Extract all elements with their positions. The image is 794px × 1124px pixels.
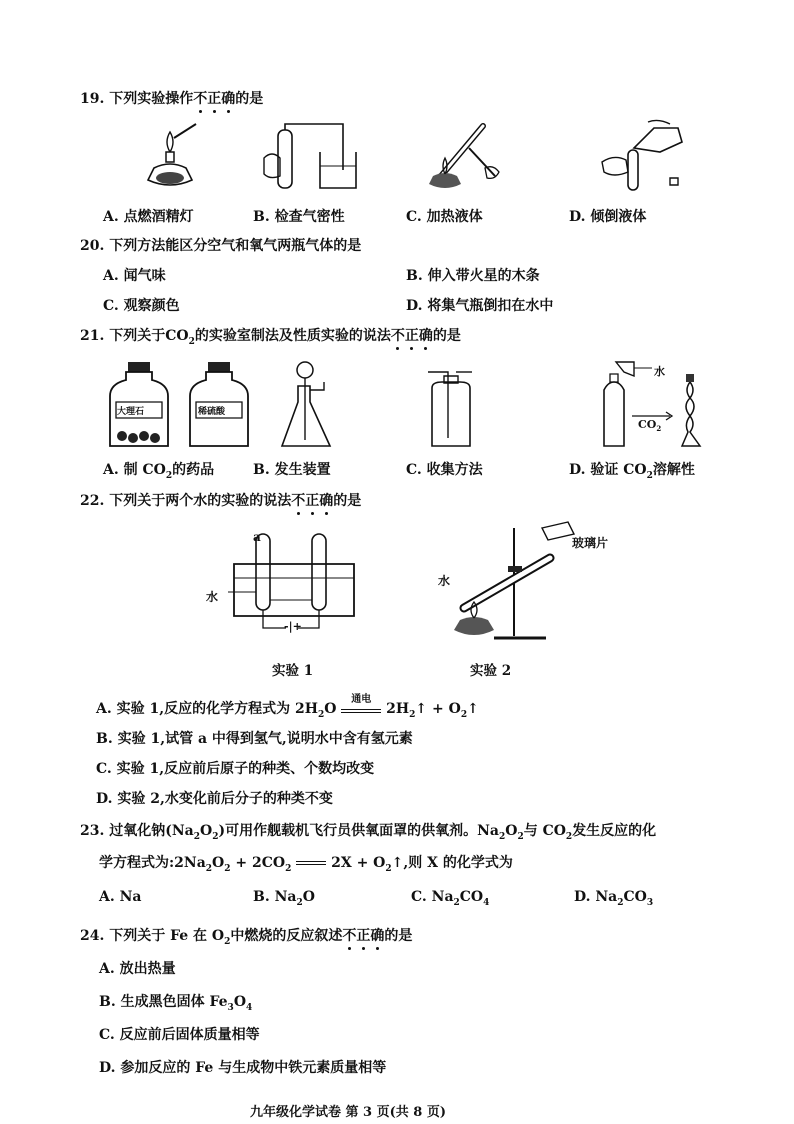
q23-stem-line1: 23. 过氧化钠$(Na_2O_2)$可用作舰载机飞行员供氧面罩的供氧剂。$Na_2O_2$与 $CO_2$发生反应的化 <box>80 823 657 842</box>
q22-stem: 22. 下列关于两个水的实验的说法不正确的是 <box>80 493 362 509</box>
q24-option-c: C. 反应前后固体质量相等 <box>99 1027 260 1043</box>
q22-option-c: C. 实验 1,反应前后原子的种类、个数均改变 <box>96 761 375 777</box>
q19-option-c: C. 加热液体 <box>406 209 483 225</box>
q22-battery: -|+ <box>284 620 302 633</box>
q20-option-a: A. 闻气味 <box>103 268 166 284</box>
q21-option-c: C. 收集方法 <box>406 462 483 478</box>
q21-option-d: D. 验证 $CO_2$溶解性 <box>569 462 695 481</box>
q21-water-label: 水 <box>654 365 665 378</box>
q23-stem-line2: 学方程式为$:2Na_2O_2 + 2CO_2$ $2X + O_2↑$,则 X 的化学式为 <box>99 855 513 874</box>
q22-option-a: A. 实验 1,反应的化学方程式为 $2H_2O$ 通电 $2H_2↑$ + $O_2↑$ <box>96 694 479 720</box>
q19-fig-a-lamp <box>140 118 200 193</box>
q23-option-d: D. $Na_2CO_3$ <box>574 889 654 908</box>
q21-option-b: B. 发生装置 <box>253 462 331 478</box>
q23-option-a: A. Na <box>99 889 142 905</box>
q22-water-label-1: 水 <box>206 590 219 604</box>
q22-glass-label: 玻璃片 <box>572 536 609 550</box>
q22-option-b: B. 实验 1,试管 a 中得到氢气,说明水中含有氢元素 <box>96 731 413 747</box>
q22-option-d: D. 实验 2,水变化前后分子的种类不变 <box>96 791 333 807</box>
q21-bottle2-label: 稀硫酸 <box>198 407 226 417</box>
q21-stem: 21. 下列关于$CO_2$的实验室制法及性质实验的说法不正确的是 <box>80 328 461 347</box>
q22-exp1-caption: 实验 1 <box>272 663 314 679</box>
q22-tube-a-label: a <box>253 530 261 544</box>
q22-fig-distillation <box>450 518 580 646</box>
q20-option-b: B. 伸入带火星的木条 <box>406 268 540 284</box>
page-footer: 九年级化学试卷 第 3 页(共 8 页) <box>250 1105 447 1120</box>
q24-option-a: A. 放出热量 <box>99 961 176 977</box>
q19-fig-c-heating <box>425 118 505 193</box>
q23-option-b: B. $Na_2O$ <box>253 889 315 908</box>
q19-option-b: B. 检查气密性 <box>253 209 345 225</box>
q21-option-a: A. 制 $CO_2$的药品 <box>103 462 215 481</box>
q22-water-label-2: 水 <box>438 574 451 588</box>
q20-option-c: C. 观察颜色 <box>103 298 180 314</box>
q22-exp2-caption: 实验 2 <box>470 663 512 679</box>
q20-stem: 20. 下列方法能区分空气和氧气两瓶气体的是 <box>80 238 362 254</box>
q20-option-d: D. 将集气瓶倒扣在水中 <box>406 298 554 314</box>
q19-option-a: A. 点燃酒精灯 <box>103 209 194 225</box>
q21-fig-b-generator <box>278 356 338 448</box>
q19-stem: 19. 下列实验操作不正确的是 <box>80 91 264 107</box>
q24-option-b: B. 生成黑色固体 $Fe_3O_4$ <box>99 994 253 1013</box>
q23-option-c: C. $Na_2CO_4$ <box>411 889 490 908</box>
q24-option-d: D. 参加反应的 Fe 与生成物中铁元素质量相等 <box>99 1060 387 1076</box>
q19-option-d: D. 倾倒液体 <box>569 209 647 225</box>
q21-co2-label: $CO_2$ <box>638 418 662 434</box>
q19-fig-d-pouring <box>598 118 688 193</box>
q24-stem: 24. 下列关于 Fe 在 $O_2$中燃烧的反应叙述不正确的是 <box>80 928 413 947</box>
q21-fig-c-collect <box>426 368 474 448</box>
q21-bottle1-label: 大理石 <box>117 407 145 417</box>
q19-fig-b-airtight <box>258 118 358 193</box>
